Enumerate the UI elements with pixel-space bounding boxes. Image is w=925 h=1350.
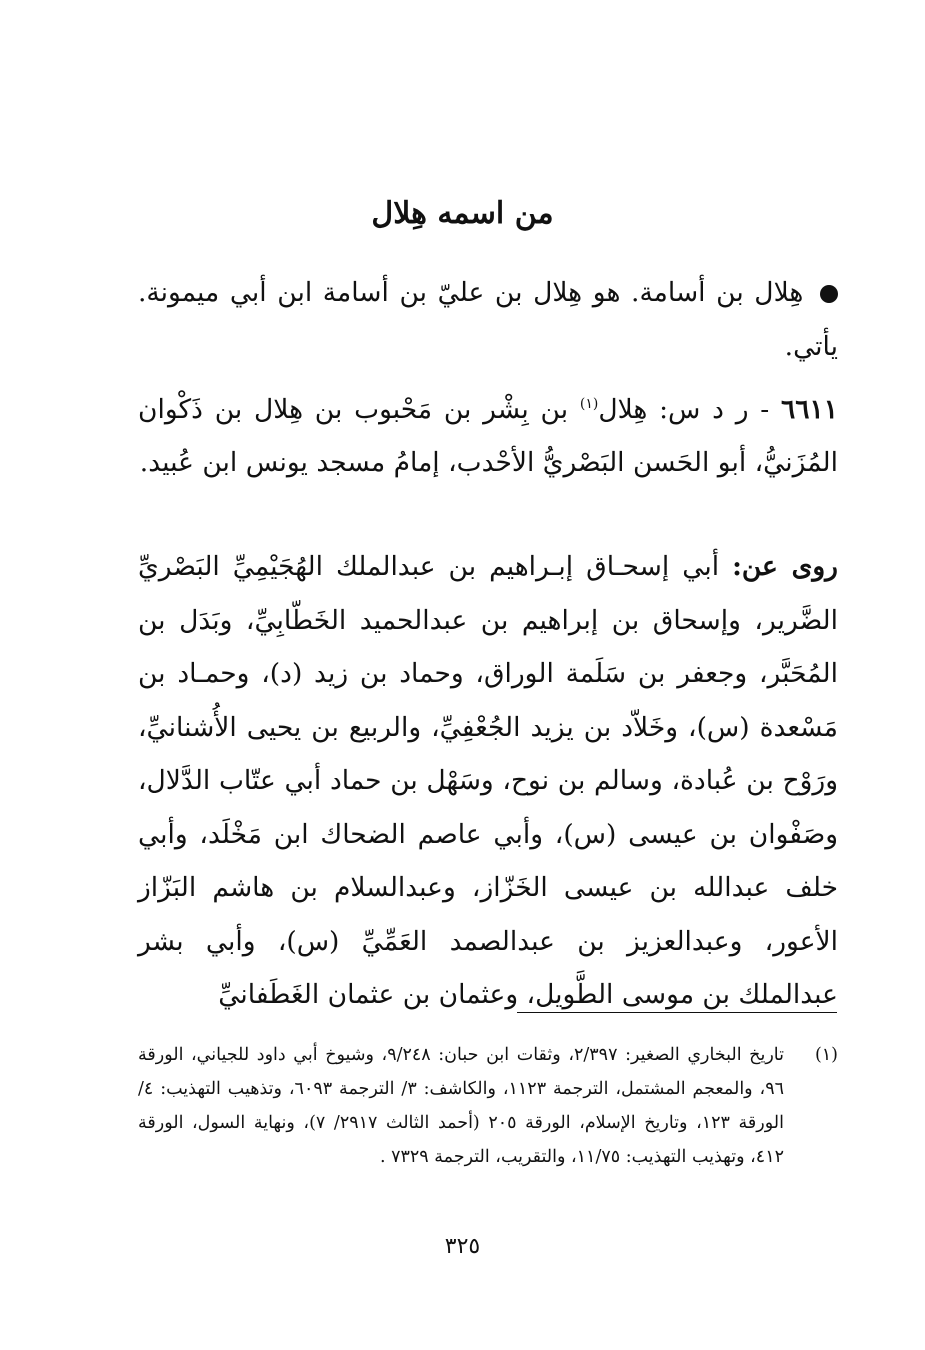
footnote (138, 1038, 838, 1174)
entry-text: بن بِشْر بن مَحْبوب بن هِلال بن ذَكْوان المُزَنيُّ، أبو الحَسن البَصْريُّ الأحْدب، إمامُ مسجد يونس ابن عُبيد. (138, 393, 838, 479)
entry-6611 (138, 378, 838, 490)
footnote-ref: (١) (579, 396, 599, 412)
entry-text: هِلال بن أسامة. هو هِلال بن عليّ بن أسامة ابن أبي ميمونة. يأتي. (138, 277, 838, 362)
paragraph-lead: روى عن: (732, 551, 838, 582)
entry-codes: ر د س: (659, 393, 749, 425)
footnote-number: (١) (814, 1045, 838, 1065)
entry-hilal-bin-usama (138, 266, 838, 373)
section-heading: من اسمه هِلال (371, 196, 554, 231)
page-number: ٣٢٥ (444, 1234, 481, 1259)
entry-number: ٦٦١١ (781, 393, 838, 425)
paragraph-text: أبي إسحـاق إبـراهيم بن عبدالملك الهُجَيْمِيِّ البَصْريِّ الضَّرير، وإسحاق بن إبراهيم بن عبدالحميد الخَطّابِيِّ، وبَدَل بن المُحَبَّر، وجعفر بن سَلَمة الوراق، وحماد بن زيد (د)، وحمـاد بن مَسْعدة (س)، وخَلاّد بن يزيد الجُعْفِيِّ، والربيع بن يحيى الأُشنانيِّ، ورَوْح بن عُبادة، وسالم بن نوح، وسَهْل بن حماد أبي عتّاب الدَّلال، وصَفْوان بن عيسى (س)، وأبي عاصم الضحاك ابن مَخْلَد، وأبي خلف عبدالله بن عيسى الخَزّاز، وعبدالسلام بن هاشم البَزّاز الأعور، وعبدالعزيز بن عبدالصمد العَمِّيِّ (س)، وأبي بشر عبدالملك بن موسى الطَّويل، وعثمان بن عثمان الغَطَفانيِّ (138, 551, 838, 1010)
narrators-paragraph (138, 540, 838, 1022)
footnote-divider (517, 1012, 837, 1013)
bullet-icon (820, 285, 838, 303)
entry-name: هِلال (598, 393, 648, 425)
entry-dash: - (748, 393, 770, 425)
footnote-text: تاريخ البخاري الصغير: ٢/٣٩٧، وثقات ابن حبان: ٩/٢٤٨، وشيوخ أبي داود للجياني، الورقة ٩٦، والمعجم المشتمل، الترجمة ١١٢٣، والكاشف: ٣/ الترجمة ٦٠٩٣، وتذهيب التهذيب: ٤/ الورقة ١٢٣، وتاريخ الإسلام، الورقة ٢٠٥ (أحمد الثالث ٢٩١٧/ ٧)، ونهاية السول، الورقة ٤١٢، وتهذيب التهذيب: ١١/٧٥، والتقريب، الترجمة ٧٣٢٩ . (138, 1045, 784, 1167)
